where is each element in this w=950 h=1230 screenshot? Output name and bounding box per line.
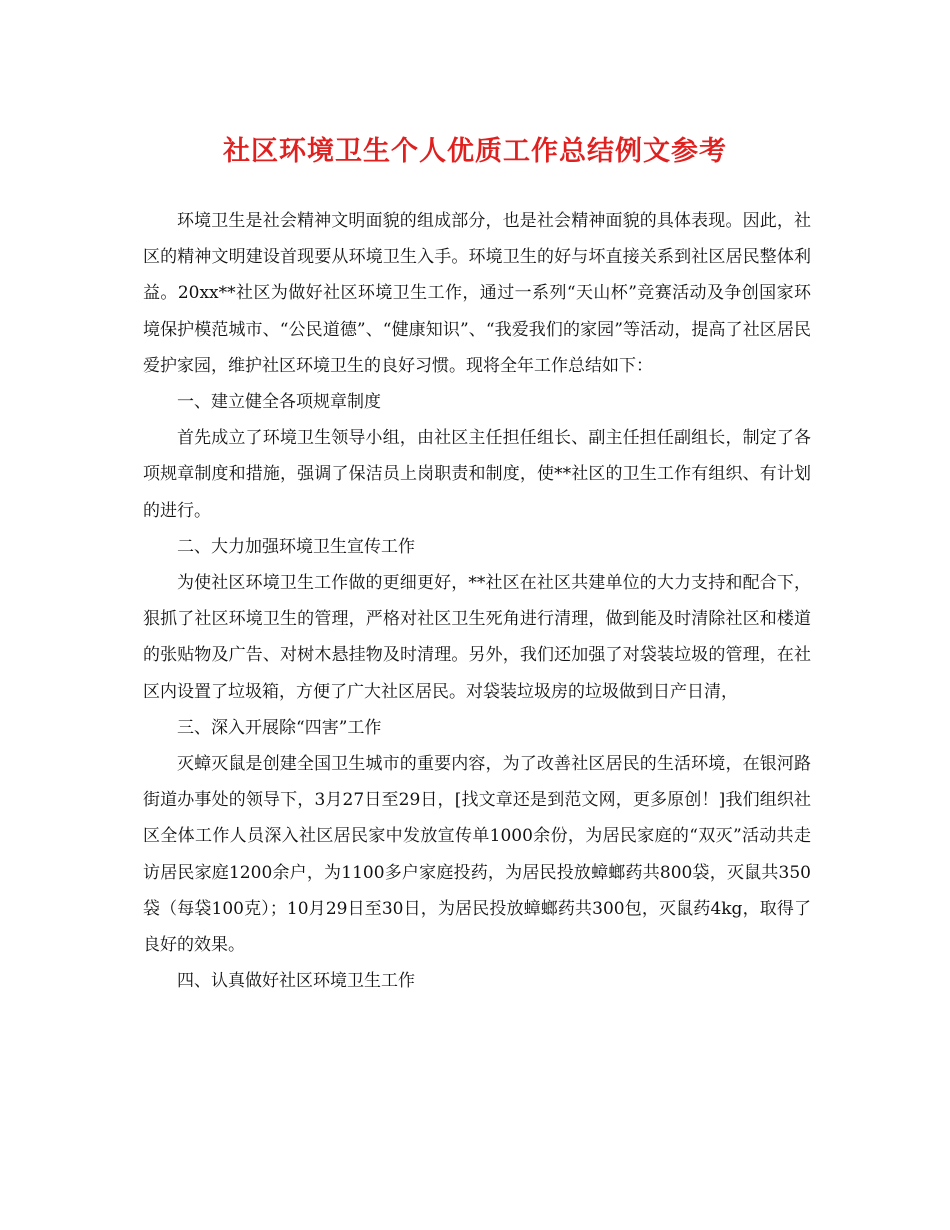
section-paragraph-1: 首先成立了环境卫生领导小组，由社区主任担任组长、副主任担任副组长，制定了各项规章制度和措施，强调了保洁员上岗职责和制度，使**社区的卫生工作有组织、有计划的进行。 bbox=[143, 428, 811, 521]
section-paragraph-3: 灭蟑灭鼠是创建全国卫生城市的重要内容，为了改善社区居民的生活环境，在银河路街道办事处的领导下，3月27日至29日，[找文章还是到范文网，更多原创！]我们组织社区全体工作人员深入社区居民家中发放宣传单1000余份，为居民家庭的“双灭”活动共走访居民家庭1200余户，为1100多户家庭投药，为居民投放蟑螂药共800袋，灭鼠共350袋（每袋100克）；10月29日至30日，为居民投放蟑螂药共300包，灭鼠药4kg，取得了良好的效果。 bbox=[143, 754, 811, 956]
section-heading-3: 三、深入开展除“四害”工作 bbox=[177, 717, 382, 738]
section-heading-2: 二、大力加强环境卫生宣传工作 bbox=[177, 536, 415, 557]
document-body bbox=[143, 203, 811, 999]
document-title: 社区环境卫生个人优质工作总结例文参考 bbox=[223, 136, 727, 167]
section-paragraph-2: 为使社区环境卫生工作做的更细更好，**社区在社区共建单位的大力支持和配合下，狠抓了社区环境卫生的管理，严格对社区卫生死角进行清理，做到能及时清除社区和楼道的张贴物及广告、对树木悬挂物及时清理。另外，我们还加强了对袋装垃圾的管理，在社区内设置了垃圾箱，方便了广大社区居民。对袋装垃圾房的垃圾做到日产日清， bbox=[143, 573, 811, 702]
section-heading-4: 四、认真做好社区环境卫生工作 bbox=[177, 971, 415, 992]
intro-paragraph: 环境卫生是社会精神文明面貌的组成部分，也是社会精神面貌的具体表现。因此，社区的精神文明建设首现要从环境卫生入手。环境卫生的好与坏直接关系到社区居民整体利益。20xx**社区为做好社区环境卫生工作，通过一系列“天山杯”竞赛活动及争创国家环境保护模范城市、“公民道德”、“健康知识”、“我爱我们的家园”等活动，提高了社区居民爱护家园，维护社区环境卫生的良好习惯。现将全年工作总结如下： bbox=[143, 211, 811, 376]
section-heading-1: 一、建立健全各项规章制度 bbox=[177, 392, 381, 413]
